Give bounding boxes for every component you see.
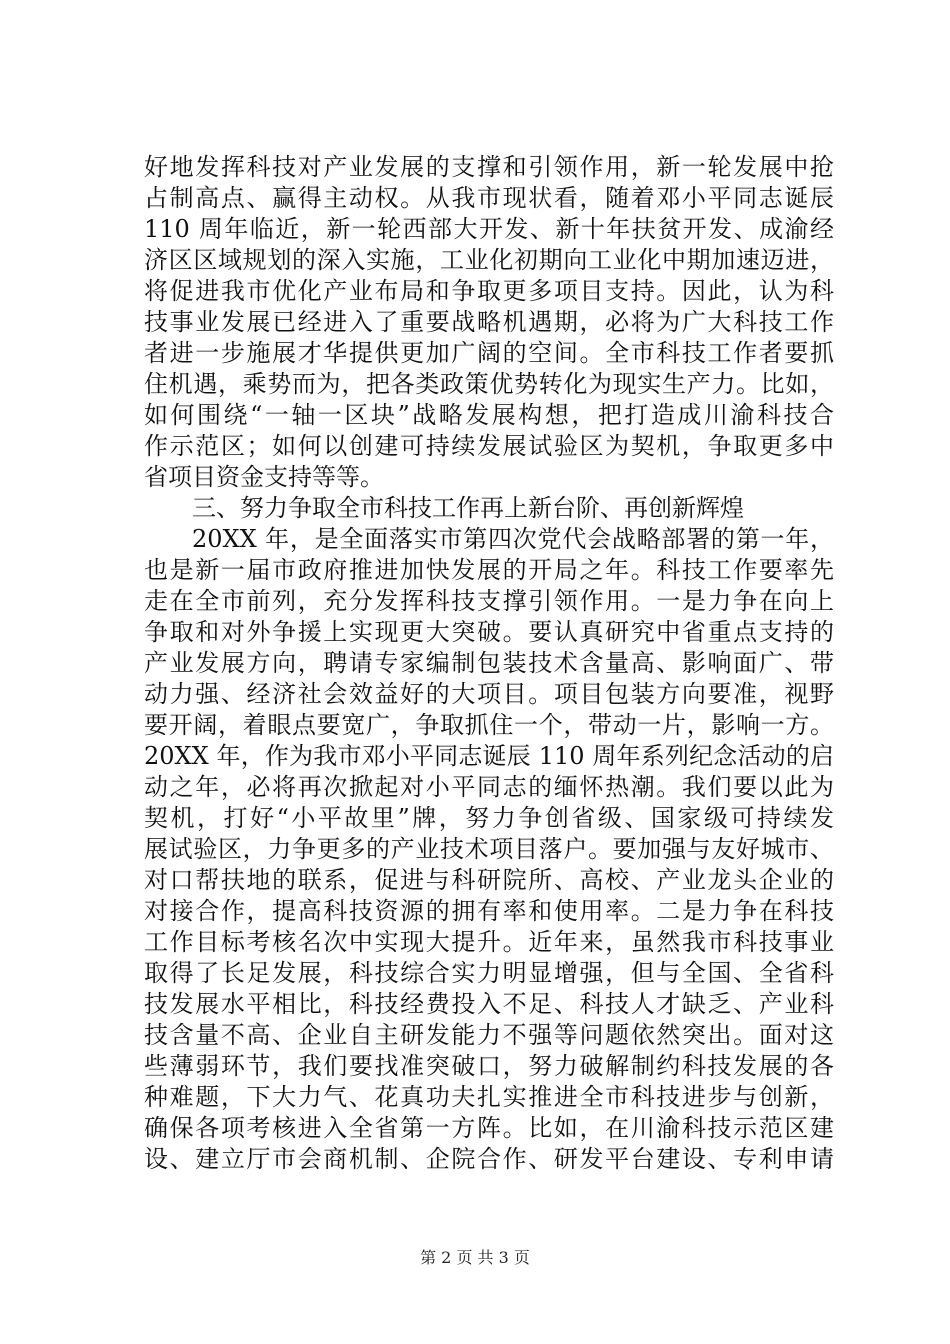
text-line: 作示范区；如何以创建可持续发展试验区为契机，争取更多中: [144, 432, 834, 460]
text-line: 20XX 年，是全面落实市第四次党代会战略部署的第一年，: [192, 525, 834, 553]
page-footer: [0, 1245, 950, 1268]
text-line: 种难题，下大力气、花真功夫扎实推进全市科技进步与创新，: [144, 1083, 834, 1111]
text-line: 技事业发展已经进入了重要战略机遇期，必将为广大科技工作: [144, 308, 834, 336]
text-line: 走在全市前列，充分发挥科技支撑引领作用。一是力争在向上: [144, 587, 834, 615]
text-line: 些薄弱环节，我们要找准突破口，努力破解制约科技发展的各: [144, 1052, 834, 1080]
text-line: 省项目资金支持等等。: [144, 463, 384, 491]
text-line: 济区区域规划的深入实施，工业化初期向工业化中期加速迈进，: [144, 246, 834, 274]
text-line: 也是新一届市政府推进加快发展的开局之年。科技工作要率先: [144, 556, 834, 584]
text-line: 工作目标考核名次中实现大提升。近年来，虽然我市科技事业: [144, 928, 834, 956]
text-line: 展试验区，力争更多的产业技术项目落户。要加强与友好城市、: [144, 835, 834, 863]
text-line: 者进一步施展才华提供更加广阔的空间。全市科技工作者要抓: [144, 339, 834, 367]
text-line: 产业发展方向，聘请专家编制包装技术含量高、影响面广、带: [144, 649, 834, 677]
text-line: 110 周年临近，新一轮西部大开发、新十年扶贫开发、成渝经: [144, 215, 834, 243]
text-line: 要开阔，着眼点要宽广，争取抓住一个，带动一片，影响一方。: [144, 711, 834, 739]
text-line: 将促进我市优化产业布局和争取更多项目支持。因此，认为科: [144, 277, 834, 305]
text-line: 对接合作，提高科技资源的拥有率和使用率。二是力争在科技: [144, 897, 834, 925]
section-heading: 三、努力争取全市科技工作再上新台阶、再创新辉煌: [192, 494, 744, 522]
text-line: 技发展水平相比，科技经费投入不足、科技人才缺乏、产业科: [144, 990, 834, 1018]
text-line: 好地发挥科技对产业发展的支撑和引领作用，新一轮发展中抢: [144, 153, 834, 181]
text-line: 动力强、经济社会效益好的大项目。项目包装方向要准，视野: [144, 680, 834, 708]
text-line: 争取和对外争援上实现更大突破。要认真研究中省重点支持的: [144, 618, 834, 646]
text-line: 住机遇，乘势而为，把各类政策优势转化为现实生产力。比如，: [144, 370, 834, 398]
text-line: 占制高点、赢得主动权。从我市现状看，随着邓小平同志诞辰: [144, 184, 834, 212]
text-line: 20XX 年，作为我市邓小平同志诞辰 110 周年系列纪念活动的启: [144, 742, 834, 770]
text-line: 动之年，必将再次掀起对小平同志的缅怀热潮。我们要以此为: [144, 773, 834, 801]
text-line: 契机，打好“小平故里”牌，努力争创省级、国家级可持续发: [144, 804, 834, 832]
text-line: 设、建立厅市会商机制、企院合作、研发平台建设、专利申请: [144, 1145, 834, 1173]
text-line: 对口帮扶地的联系，促进与科研院所、高校、产业龙头企业的: [144, 866, 834, 894]
body-text: [144, 152, 834, 1175]
text-line: 技含量不高、企业自主研发能力不强等问题依然突出。面对这: [144, 1021, 834, 1049]
text-line: 确保各项考核进入全省第一方阵。比如，在川渝科技示范区建: [144, 1114, 834, 1142]
text-line: 取得了长足发展，科技综合实力明显增强，但与全国、全省科: [144, 959, 834, 987]
text-line: 如何围绕“一轴一区块”战略发展构想，把打造成川渝科技合: [144, 401, 834, 429]
page-number: 第 2 页 共 3 页: [420, 1248, 530, 1267]
